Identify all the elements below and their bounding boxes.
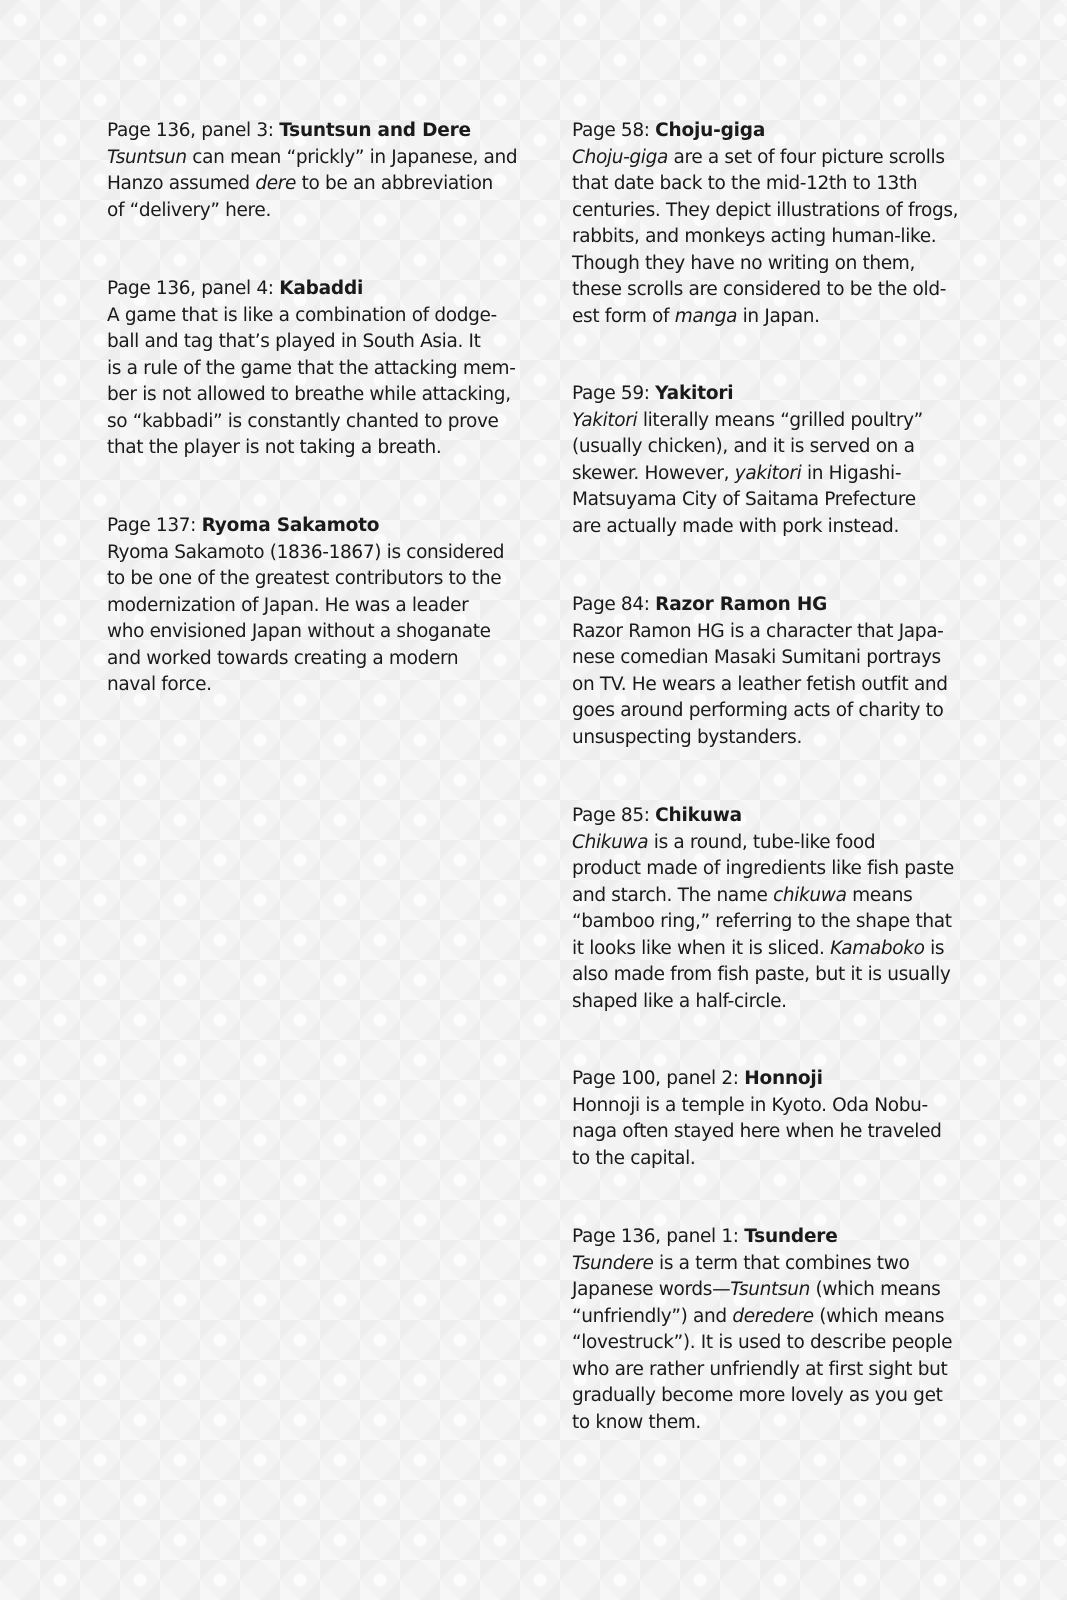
note-body-line [572, 461, 923, 488]
note-body-line [572, 1410, 952, 1437]
body-text: nese comedian Masaki Sumitani portrays [572, 647, 941, 668]
italic-term: manga [674, 305, 738, 327]
note-kabaddi [107, 276, 516, 462]
note-body-line [107, 619, 504, 646]
note-page-ref: Page 136, panel 4: [107, 278, 280, 299]
note-body-line [107, 303, 516, 330]
body-text: shaped like a half-circle. [572, 990, 787, 1012]
note-body-line [572, 962, 954, 989]
note-body-line [572, 1357, 952, 1384]
note-body-line [107, 435, 516, 462]
body-text: Though they have no writing on them, [572, 252, 916, 274]
note-body-line [572, 1119, 942, 1146]
body-text: is [924, 937, 945, 959]
note-ryoma-sakamoto [107, 513, 504, 699]
italic-term: Yakitori [572, 409, 638, 431]
note-body-line [572, 645, 948, 672]
note-page-ref: Page 100, panel 2: [572, 1068, 745, 1089]
body-text: Matsuyama City of Saitama Prefecture [572, 489, 916, 510]
note-tsundere [572, 1224, 952, 1436]
body-text: means [846, 884, 913, 906]
note-heading [572, 592, 948, 619]
italic-term: Kamaboko [830, 937, 925, 959]
note-body-line [107, 409, 516, 436]
body-text: product made of ingredients like fish paste [572, 858, 954, 879]
note-page-ref: Page 84: [572, 594, 656, 615]
body-text: centuries. They depict illustrations of frogs, [572, 199, 959, 221]
note-heading [107, 276, 516, 303]
note-body-line [572, 1093, 942, 1120]
body-text: (which means [813, 1305, 945, 1327]
note-title: Tsundere [744, 1226, 838, 1247]
note-body-line [572, 1251, 952, 1278]
body-text: naval force. [107, 674, 212, 695]
note-body-line [107, 566, 504, 593]
body-text: gradually become more lovely as you get [572, 1385, 943, 1406]
note-body-line [107, 646, 504, 673]
note-body [572, 830, 954, 1016]
note-choju-giga [572, 118, 958, 330]
italic-term: Tsuntsun [730, 1279, 810, 1300]
note-body-line [572, 619, 948, 646]
body-text: (which means [810, 1279, 941, 1300]
body-text: in Higashi- [801, 462, 902, 484]
note-body-line [572, 936, 954, 963]
note-heading [572, 1224, 952, 1251]
note-body-line [572, 198, 958, 225]
italic-term: Tsuntsun [107, 146, 187, 168]
body-text: is a term that combines two [653, 1252, 910, 1274]
italic-term: Chikuwa [572, 831, 649, 853]
body-text: unsuspecting bystanders. [572, 726, 802, 748]
body-text: ber is not allowed to breathe while attacking, [107, 384, 511, 405]
body-text: so “kabbadi” is constantly chanted to prove [107, 410, 499, 432]
body-text: also made from fish paste, but it is usually [572, 964, 951, 985]
body-text: ball and tag that’s played in South Asia. It [107, 331, 481, 352]
note-body-line [572, 698, 948, 725]
body-text: to be one of the greatest contributors to the [107, 568, 502, 589]
note-body-line [572, 1146, 942, 1173]
note-body-line [572, 909, 954, 936]
note-body-line [107, 145, 517, 172]
note-body-line [107, 329, 516, 356]
note-body-line [572, 856, 954, 883]
italic-term: yakitori [734, 462, 802, 484]
body-text: “bamboo ring,” referring to the shape that [572, 911, 952, 932]
note-body-line [107, 593, 504, 620]
body-text: rabbits, and monkeys acting human-like. [572, 226, 937, 247]
note-body [572, 1093, 942, 1173]
note-body-line [107, 171, 517, 198]
note-title: Honnoji [744, 1068, 823, 1089]
note-title: Yakitori [655, 383, 734, 404]
note-heading [572, 803, 954, 830]
body-text: these scrolls are considered to be the old- [572, 279, 947, 300]
note-body-line [572, 989, 954, 1016]
body-text: “lovestruck”). It is used to describe people [572, 1332, 953, 1353]
note-body [572, 408, 923, 541]
note-body-line [572, 408, 923, 435]
note-body-line [572, 883, 954, 910]
note-body-line [572, 277, 958, 304]
note-body-line [572, 171, 958, 198]
body-text: that the player is not taking a breath. [107, 437, 442, 458]
body-text: Japanese words— [572, 1279, 731, 1300]
body-text: literally means “grilled poultry” [637, 409, 923, 431]
note-body-line [572, 514, 923, 541]
italic-term: chikuwa [773, 884, 847, 906]
body-text: who envisioned Japan without a shoganate [107, 621, 491, 642]
note-page-ref: Page 136, panel 1: [572, 1226, 745, 1247]
note-body-line [107, 356, 516, 383]
italic-term: deredere [732, 1305, 814, 1327]
note-title: Razor Ramon HG [655, 594, 828, 615]
note-title: Ryoma Sakamoto [201, 515, 380, 536]
note-title: Choju-giga [655, 120, 766, 141]
body-text: to be an abbreviation [296, 173, 493, 194]
note-title: Kabaddi [279, 278, 364, 299]
body-text: are a set of four picture scrolls [667, 146, 945, 168]
note-heading [107, 118, 517, 145]
note-body-line [572, 830, 954, 857]
body-text: Ryoma Sakamoto (1836-1867) is considered [107, 541, 505, 563]
note-body [107, 145, 517, 225]
body-text: can mean “prickly” in Japanese, and [186, 146, 518, 168]
note-body-line [572, 725, 948, 752]
note-body-line [107, 382, 516, 409]
note-body [572, 1251, 952, 1437]
body-text: that date back to the mid-12th to 13th [572, 173, 918, 194]
note-heading [572, 381, 923, 408]
italic-term: Tsundere [572, 1252, 654, 1274]
note-body [572, 145, 958, 331]
body-text: goes around performing acts of charity to [572, 700, 944, 721]
body-text: and starch. The name [572, 884, 774, 906]
note-heading [572, 1066, 942, 1093]
body-text: and worked towards creating a modern [107, 647, 459, 669]
note-page-ref: Page 85: [572, 805, 656, 826]
note-body-line [572, 1330, 952, 1357]
note-title: Tsuntsun and Dere [279, 120, 471, 141]
note-heading [572, 118, 958, 145]
body-text: est form of [572, 305, 675, 327]
note-body [107, 540, 504, 699]
note-chikuwa [572, 803, 954, 1015]
body-text: naga often stayed here when he traveled [572, 1121, 942, 1142]
note-page-ref: Page 137: [107, 515, 202, 536]
note-title: Chikuwa [655, 805, 742, 826]
note-body-line [572, 145, 958, 172]
italic-term: Choju-giga [572, 146, 668, 168]
note-body [572, 619, 948, 752]
note-heading [107, 513, 504, 540]
note-body [107, 303, 516, 462]
body-text: A game that is like a combination of dodge- [107, 304, 497, 326]
body-text: (usually chicken), and it is served on a [572, 436, 915, 457]
note-body-line [572, 1304, 952, 1331]
note-body-line [572, 487, 923, 514]
note-razor-ramon-hg [572, 592, 948, 751]
body-text: Hanzo assumed [107, 173, 256, 194]
note-body-line [107, 540, 504, 567]
note-page-ref: Page 136, panel 3: [107, 120, 280, 141]
body-text: modernization of Japan. He was a leader [107, 594, 469, 616]
body-text: Razor Ramon HG is a character that Japa- [572, 620, 944, 642]
body-text: to the capital. [572, 1147, 696, 1169]
body-text: is a rule of the game that the attacking mem- [107, 357, 516, 379]
body-text: are actually made with pork instead. [572, 515, 899, 537]
note-body-line [572, 434, 923, 461]
body-text: it looks like when it is sliced. [572, 937, 831, 959]
body-text: on TV. He wears a leather fetish outfit and [572, 673, 948, 695]
italic-term: dere [255, 173, 297, 194]
note-tsuntsun-and-dere [107, 118, 517, 224]
note-body-line [572, 224, 958, 251]
body-text: who are rather unfriendly at first sight but [572, 1358, 948, 1380]
body-text: “unfriendly”) and [572, 1305, 733, 1327]
note-body-line [572, 304, 958, 331]
note-body-line [572, 251, 958, 278]
note-page-ref: Page 59: [572, 383, 656, 404]
note-yakitori [572, 381, 923, 540]
note-body-line [107, 672, 504, 699]
body-text: Honnoji is a temple in Kyoto. Oda Nobu- [572, 1094, 928, 1116]
note-body-line [572, 1383, 952, 1410]
note-page-ref: Page 58: [572, 120, 656, 141]
note-honnoji [572, 1066, 942, 1172]
body-text: of “delivery” here. [107, 199, 271, 221]
body-text: skewer. However, [572, 462, 735, 484]
note-body-line [572, 1277, 952, 1304]
note-body-line [572, 672, 948, 699]
note-body-line [107, 198, 517, 225]
body-text: in Japan. [737, 305, 820, 327]
body-text: is a round, tube-like food [648, 831, 876, 853]
body-text: to know them. [572, 1411, 701, 1433]
